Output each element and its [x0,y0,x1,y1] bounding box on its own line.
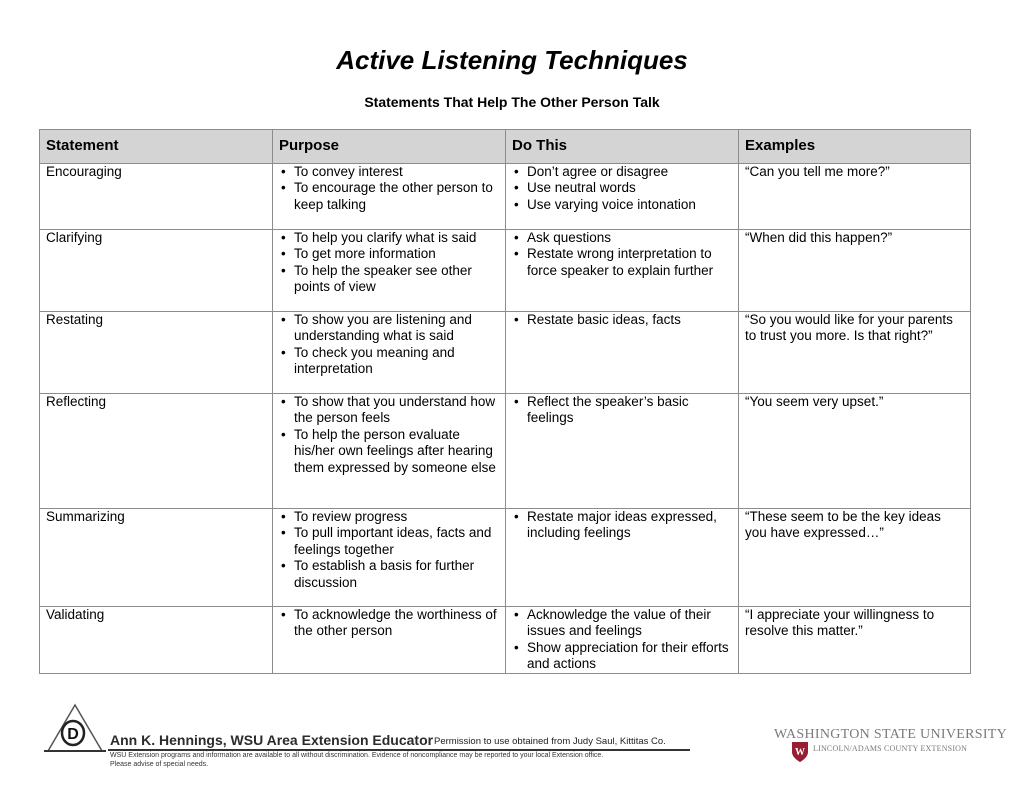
purpose-item: • To encourage the other person to keep talking [279,180,499,213]
cell-statement: Clarifying [40,230,273,312]
do-this-item: • Acknowledge the value of their issues and feelings [512,607,732,640]
cell-do-this [506,394,739,509]
footer-divider [108,749,690,751]
cell-purpose [273,230,506,312]
purpose-item: • To pull important ideas, facts and feelings together [279,525,499,558]
cell-statement: Encouraging [40,164,273,230]
do-this-item: • Reflect the speaker’s basic feelings [512,394,732,427]
footer [0,700,1024,791]
purpose-item: • To get more information [279,246,499,262]
table-row [40,164,971,230]
header-examples: Examples [739,130,971,164]
header-purpose: Purpose [273,130,506,164]
do-this-item: • Restate wrong interpretation to force speaker to explain further [512,246,732,279]
do-this-item: • Ask questions [512,230,732,246]
cell-statement: Reflecting [40,394,273,509]
header-do-this: Do This [506,130,739,164]
fine-print [110,752,603,769]
page-title: Active Listening Techniques [336,45,688,75]
cell-purpose [273,164,506,230]
cell-example: “I appreciate your willingness to resolve this matter.” [739,607,971,674]
do-this-item: • Use varying voice intonation [512,197,732,213]
cell-statement: Validating [40,607,273,674]
logo-letter: D [67,726,79,743]
wsu-shield-icon [791,741,809,763]
purpose-item: • To acknowledge the worthiness of the other person [279,607,499,640]
table-row [40,509,971,607]
extension-name: LINCOLN/ADAMS COUNTY EXTENSION [813,744,968,753]
educator-name: Ann K. Hennings, WSU Area Extension Educator [110,732,434,748]
do-this-item: • Show appreciation for their efforts and actions [512,640,732,673]
do-this-item: • Don’t agree or disagree [512,164,732,180]
table-row [40,312,971,394]
cell-example: “When did this happen?” [739,230,971,312]
purpose-item: • To help you clarify what is said [279,230,499,246]
purpose-item: • To establish a basis for further discussion [279,558,499,591]
table-row [40,394,971,509]
extension-logo-icon [44,703,106,753]
purpose-item: • To show you are listening and understanding what is said [279,312,499,345]
purpose-item: • To convey interest [279,164,499,180]
svg-text:W: W [795,747,805,758]
cell-purpose [273,509,506,607]
purpose-item: • To show that you understand how the person feels [279,394,499,427]
page-subtitle: Statements That Help The Other Person Talk [364,94,660,110]
cell-example: “So you would like for your parents to trust you more. Is that right?” [739,312,971,394]
university-name: WASHINGTON STATE UNIVERSITY [774,727,1008,742]
cell-do-this [506,312,739,394]
purpose-item: • To review progress [279,509,499,525]
fine-print-line-2: Please advise of special needs. [110,760,209,768]
table-row [40,230,971,312]
do-this-item: • Restate major ideas expressed, including feelings [512,509,732,542]
do-this-item: • Restate basic ideas, facts [512,312,732,328]
cell-purpose [273,394,506,509]
cell-do-this [506,509,739,607]
purpose-item: • To help the person evaluate his/her own feelings after hearing them expressed by someone else [279,427,499,476]
cell-purpose [273,312,506,394]
fine-print-line-1: WSU Extension programs and information are available to all without discrimination. Evidence of noncompliance may be reported to your local Extension office. [110,752,604,759]
header-statement: Statement [40,130,273,164]
table-row [40,607,971,674]
cell-do-this [506,164,739,230]
cell-statement: Summarizing [40,509,273,607]
permission-note: Permission to use obtained from Judy Saul, Kittitas Co. [434,736,666,747]
cell-example: “Can you tell me more?” [739,164,971,230]
cell-do-this [506,607,739,674]
table-header-row [40,130,971,164]
purpose-item: • To help the speaker see other points of view [279,263,499,296]
cell-example: “You seem very upset.” [739,394,971,509]
techniques-table [39,129,971,674]
cell-do-this [506,230,739,312]
cell-purpose [273,607,506,674]
do-this-item: • Use neutral words [512,180,732,196]
cell-statement: Restating [40,312,273,394]
cell-example: “These seem to be the key ideas you have expressed…” [739,509,971,607]
purpose-item: • To check you meaning and interpretation [279,345,499,378]
